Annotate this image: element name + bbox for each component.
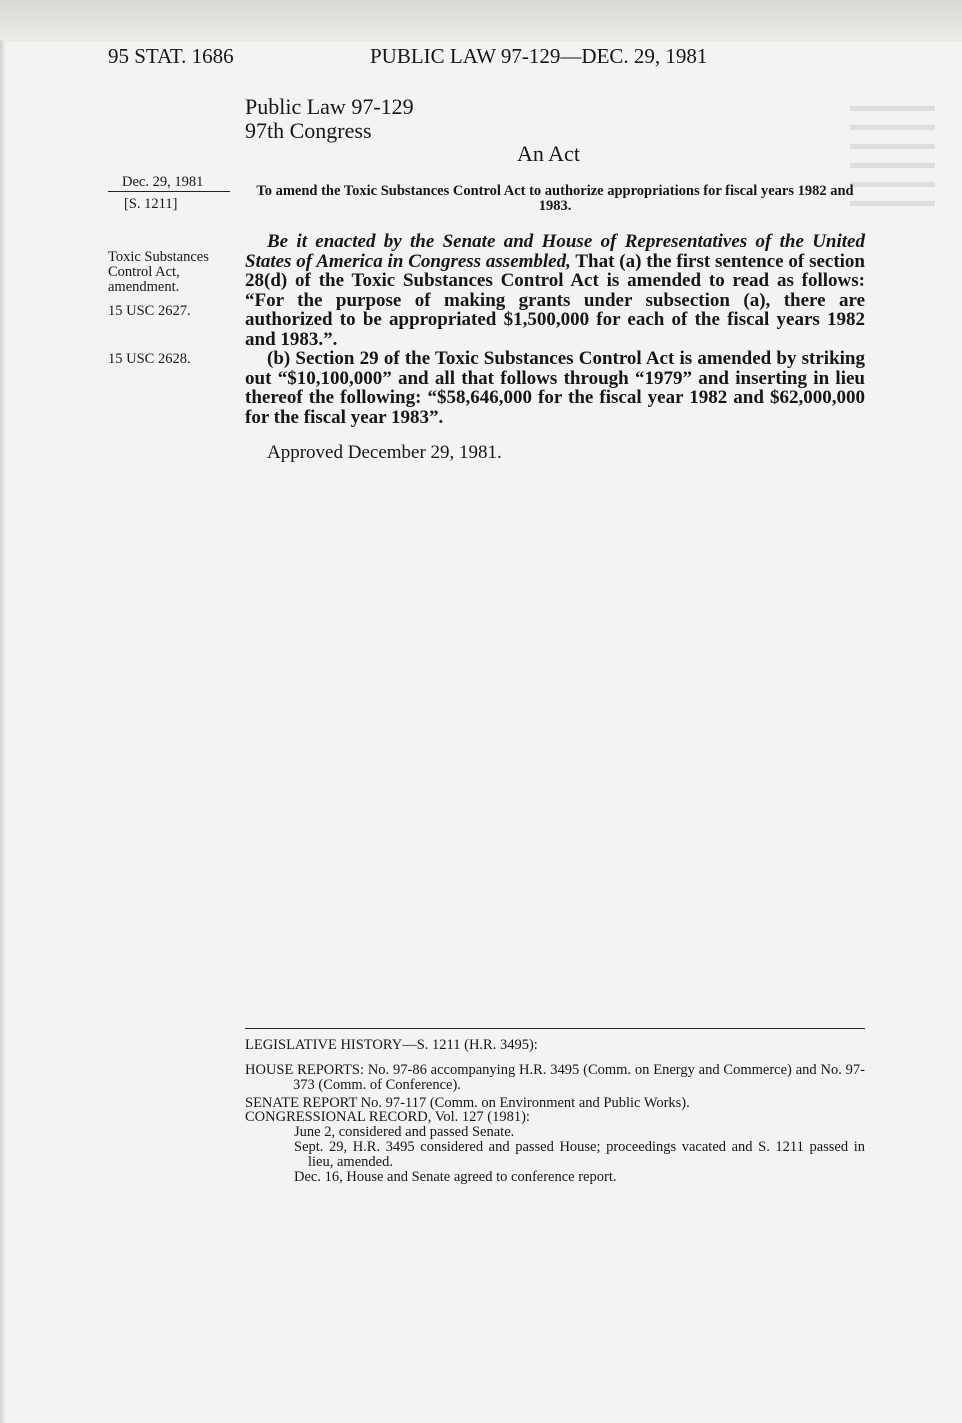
margin-bill-number: [S. 1211]	[124, 196, 178, 212]
record-entry: June 2, considered and passed Senate.	[294, 1124, 515, 1140]
section-b-text: (b) Section 29 of the Toxic Substances Control Act is amended by striking out “$10,100,000” and all that follows through “1979” and inserting in lieu thereof the following: “$58,646,000 for the fiscal year 1982 and $62,000,000 for the fiscal year 1983”.	[245, 348, 865, 428]
margin-topic-note: Toxic Substances Control Act, amendment.	[108, 249, 209, 295]
section-a-text: That (a) the first sentence of section 28(d) of the Toxic Substances Control Act is amended to read as follows: “For the purpose of making grants under subsection (a), there are authorized to be appropriated $1,500,000 for each of the fiscal years 1982 and 1983.”.	[245, 250, 865, 350]
margin-usc-citation: 15 USC 2628.	[108, 351, 191, 367]
margin-date: Dec. 29, 1981	[122, 174, 204, 190]
legislative-history-title: LEGISLATIVE HISTORY—S. 1211 (H.R. 3495):	[245, 1037, 538, 1053]
show-through-text: ▬▬▬▬▬ ▬▬▬▬▬ ▬▬▬▬▬ ▬▬▬▬▬ ▬▬▬▬▬ ▬▬▬▬▬	[850, 96, 935, 210]
scan-top-band	[0, 0, 962, 42]
record-entry: Sept. 29, H.R. 3495 considered and passed House; proceedings vacated and S. 1211 passed in lieu, amended.	[294, 1139, 865, 1170]
an-act-heading: An Act	[517, 141, 580, 166]
enacting-clause: Be it enacted by the Senate and House of Representatives of the United States of America in Congress assembled,	[245, 231, 865, 272]
margin-rule	[108, 191, 230, 192]
statute-page-number: 95 STAT. 1686	[108, 44, 234, 68]
approval-date: Approved December 29, 1981.	[267, 442, 502, 463]
senate-report: SENATE REPORT No. 97-117 (Comm. on Environment and Public Works).	[245, 1095, 690, 1111]
history-divider	[245, 1028, 865, 1029]
record-entry: Dec. 16, House and Senate agreed to conference report.	[294, 1169, 617, 1185]
act-purpose: To amend the Toxic Substances Control Act to authorize appropriations for fiscal years 1982 and 1983.	[256, 183, 854, 214]
scan-left-edge	[0, 40, 6, 1423]
margin-usc-citation: 15 USC 2627.	[108, 303, 191, 319]
congress-number: 97th Congress	[245, 118, 372, 143]
running-head: PUBLIC LAW 97-129—DEC. 29, 1981	[370, 44, 708, 68]
house-reports: HOUSE REPORTS: No. 97-86 accompanying H.R. 3495 (Comm. on Energy and Commerce) and No. 97-373 (Comm. of Conference).	[245, 1062, 865, 1093]
public-law-number: Public Law 97-129	[245, 94, 414, 119]
congressional-record: CONGRESSIONAL RECORD, Vol. 127 (1981):	[245, 1109, 530, 1125]
enacting-paragraph	[245, 232, 865, 349]
